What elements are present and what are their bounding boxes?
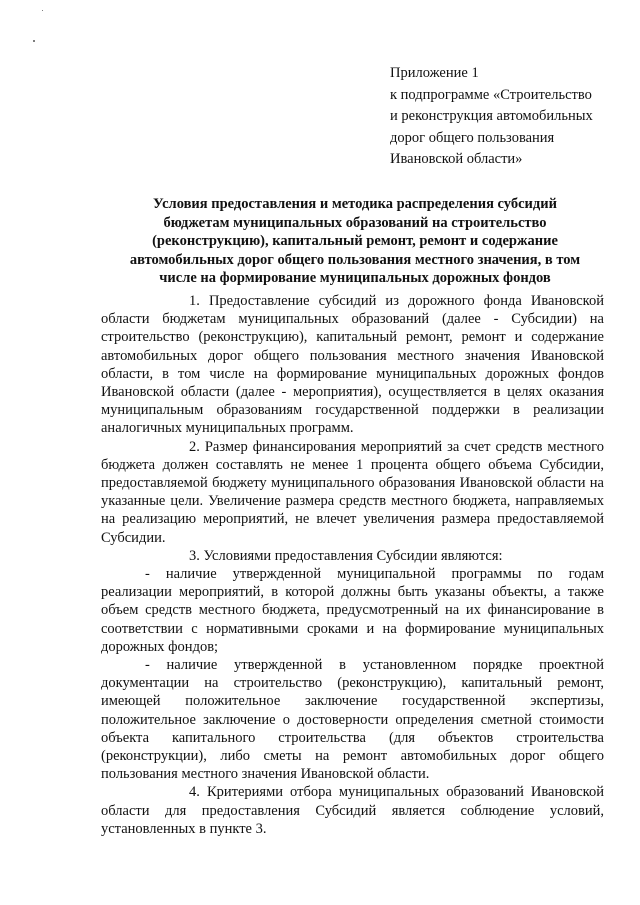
paragraph-1 (101, 292, 604, 438)
scan-speck (33, 40, 35, 42)
appendix-line: и реконструкция автомобильных (390, 108, 593, 124)
title-line: (реконструкцию), капитальный ремонт, ремонт и содержание (152, 233, 558, 249)
appendix-line: Ивановской области» (390, 151, 523, 167)
paragraph-3 (101, 547, 604, 565)
title-line: автомобильных дорог общего пользования местного значения, в том (129, 251, 581, 268)
paragraph-number: 3. (189, 547, 200, 564)
condition-item: - наличие утвержденной в установленном порядке проектной документации на строительство (реконструкцию), капитальный ремонт, имеющей положительное заключение государственной экспертизы, положительное заключение о достоверности определения сметной стоимости объекта капитального строительства (для объектов строительства (реконструкции), либо сметы на ремонт автомобильных дорог общего пользования местного значения Ивановской области. (101, 657, 604, 783)
document-body (101, 292, 604, 838)
document-title (100, 195, 610, 288)
appendix-line: к подпрограмме «Строительство (390, 86, 592, 103)
paragraph-number: 4. (189, 784, 200, 801)
appendix-line: Приложение 1 (390, 65, 479, 81)
scan-speck (42, 10, 43, 11)
paragraph-text: Критериями отбора муниципальных образований Ивановской области для предоставления Субсидий является соблюдение условий, установленных в пункте 3. (101, 784, 604, 837)
paragraph-number: 1. (189, 293, 200, 309)
paragraph-text: Предоставление субсидий из дорожного фонда Ивановской области бюджетам муниципальных образований (далее - Субсидии) на строительство (реконструкцию), капитальный ремонт, ремонт и содержание автомобильных дорог общего пользования местного значения Ивановской области, в том числе на формирование муниципальных дорожных фондов Ивановской области (далее - мероприятия), осуществляется в целях оказания муниципальным образованиям государственной поддержки в реализации аналогичных муниципальных программ. (101, 293, 605, 437)
title-line: бюджетам муниципальных образований на строительство (163, 214, 547, 231)
condition-item: - наличие утвержденной муниципальной программы по годам реализации мероприятий, в которой должны быть указаны объекты, а также объем средств местного бюджета, предусмотренный на их финансирование в соответствии с нормативными сроками и на формирование муниципальных дорожных фондов; (101, 566, 604, 655)
paragraph-text: Условиями предоставления Субсидии являются: (203, 547, 503, 564)
paragraph-text: Размер финансирования мероприятий за счет средств местного бюджета должен составлять не менее 1 процента общего объема Субсидии, предоставляемой бюджету муниципального образования Ивановской области на указанные цели. Увеличение размера средств местного бюджета, направляемых на реализацию мероприятий, не влечет увеличения размера предоставляемой Субсидии. (101, 438, 604, 546)
paragraph-number: 2. (189, 438, 200, 455)
appendix-line: дорог общего пользования (390, 129, 555, 146)
appendix-header (390, 63, 620, 171)
paragraph-2 (101, 438, 604, 547)
title-line: Условия предоставления и методика распределения субсидий (153, 196, 557, 212)
title-line: числе на формирование муниципальных дорожных фондов (159, 270, 551, 286)
paragraph-4 (101, 783, 604, 838)
